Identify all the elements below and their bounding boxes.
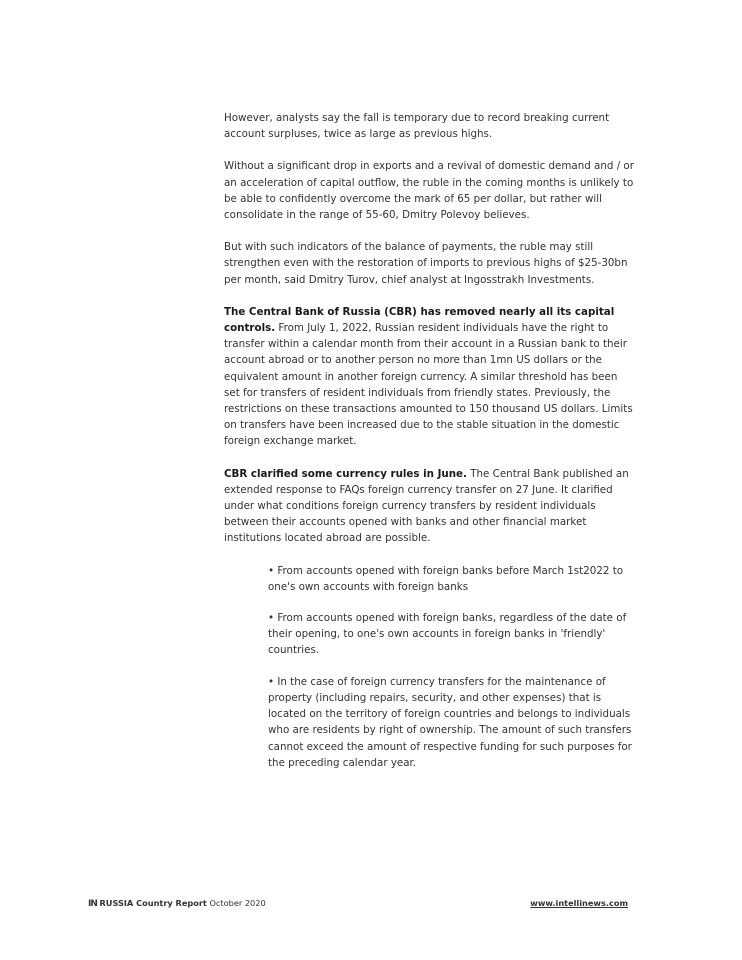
paragraph: Without a significant drop in exports and a revival of domestic demand and / or an acceleration of capital outflow, the ruble in the coming months is unlikely to be able to confidently overcome the mark of 65 per dollar, but rather will consolidate in the range of 55-60, Dmitry Polevoy believes.: [224, 160, 634, 222]
paragraph-text: From July 1, 2022, Russian resident individuals have the right to transfer within a calendar month from their account in a Russian bank to their account abroad or to another person no more than 1mn US dollars or the equivalent amount in another foreign currency. A similar threshold has been set for transfers of resident individuals from friendly states. Previously, the restrictions on these transactions amounted to 150 thousand US dollars. Limits on transfers have been increased due to the stable situation in the domestic foreign exchange market.: [224, 322, 633, 448]
footer-report-info: [88, 895, 266, 912]
paragraph: [224, 304, 636, 450]
list-item: • From accounts opened with foreign banks, regardless of the date of their opening, to one's own accounts in foreign banks in 'friendly' countries.: [268, 612, 627, 657]
paragraph: But with such indicators of the balance of payments, the ruble may still strengthen even with the restoration of imports to previous highs of $25-30bn per month, said Dmitry Turov, chief analyst at Ingosstrakh Investments.: [224, 241, 628, 286]
list-item: • In the case of foreign currency transfers for the maintenance of property (including repairs, security, and other expenses) that is located on the territory of foreign countries and belongs to individuals who are residents by right of ownership. The amount of such transfers cannot exceed the amount of respective funding for such purposes for the preceding calendar year.: [268, 675, 632, 769]
report-title: RUSSIA Country Report: [99, 898, 207, 908]
paragraph-lead: CBR clarified some currency rules in June.: [224, 467, 467, 480]
page-footer: [88, 895, 628, 911]
paragraph: However, analysts say the fall is temporary due to record breaking current account surpluses, twice as large as previous highs.: [224, 112, 610, 141]
logo-icon: IN: [88, 899, 97, 909]
paragraph: [224, 466, 636, 547]
report-date: October 2020: [209, 898, 266, 908]
document-body: [224, 110, 636, 786]
website-link[interactable]: www.intellinews.com: [530, 898, 628, 908]
list-item: • From accounts opened with foreign banks before March 1st2022 to one's own accounts with foreign banks: [268, 564, 624, 593]
bullet-list: [224, 563, 636, 771]
paragraph-lead: The Central Bank of Russia (CBR) has removed nearly all its capital controls.: [224, 305, 615, 335]
paragraph-text: The Central Bank published an extended response to FAQs foreign currency transfer on 27 June. It clarified under what conditions foreign currency transfers by resident individuals between their accounts opened with banks and other financial market institutions located abroad are possible.: [224, 467, 629, 545]
